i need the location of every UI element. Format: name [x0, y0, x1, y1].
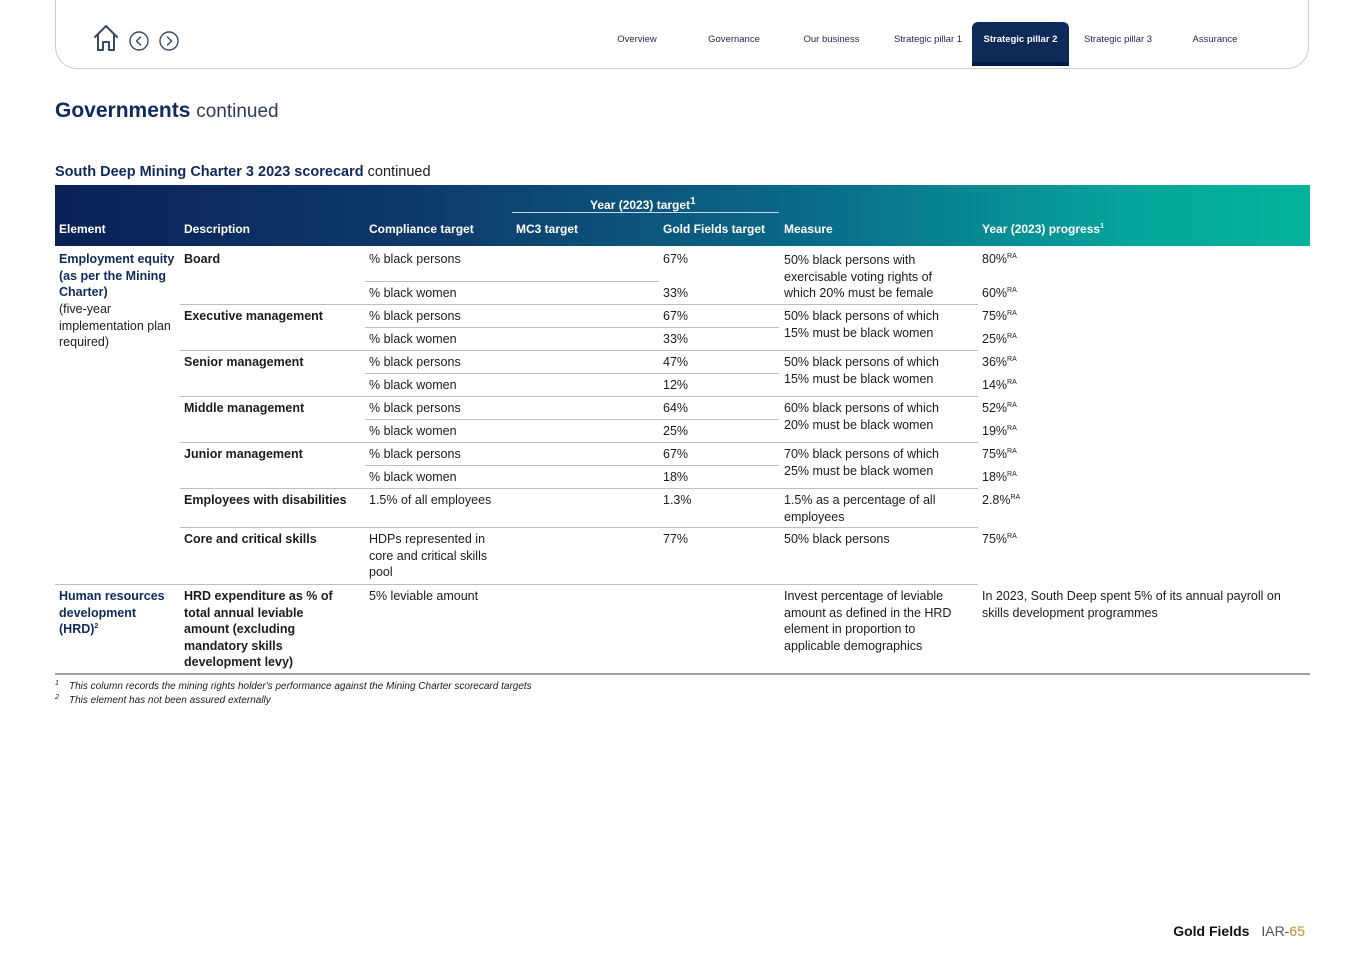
- row-disabilities-compliance: 1.5% of all employees: [369, 493, 492, 507]
- row-senior-women-progress: 14%$^{RA}$: [982, 378, 1017, 392]
- header-group-divider: [512, 212, 779, 213]
- row-disabilities-progress: 2.8%$^{RA}$: [982, 493, 1021, 507]
- row-divider: [180, 488, 978, 489]
- page-title-main: Governments: [55, 99, 191, 122]
- row-junior-compliance: % black persons: [369, 447, 461, 461]
- section-title-main: South Deep Mining Charter 3 2023 scorecard: [55, 164, 364, 180]
- row-junior-women-compliance: % black women: [369, 470, 457, 484]
- row-junior-women-progress: 18%$^{RA}$: [982, 470, 1017, 484]
- footer-brand: Gold Fields: [1173, 923, 1250, 939]
- row-board-women-compliance: % black women: [369, 286, 457, 300]
- row-junior-description: Junior management: [184, 447, 303, 461]
- row-divider: [365, 465, 779, 466]
- row-middle-measure: 60% black persons of which 20% must be black women: [784, 401, 939, 432]
- row-middle-compliance: % black persons: [369, 401, 461, 415]
- footnote: [55, 680, 532, 694]
- row-executive-compliance: % black persons: [369, 309, 461, 323]
- header-gold-fields-target: Gold Fields target: [663, 222, 766, 236]
- row-skills-compliance: HDPs represented in core and critical skills pool: [369, 532, 488, 579]
- table-bottom-rule: [55, 673, 1310, 675]
- page-title: [55, 99, 279, 123]
- tab-strategic-pillar-2[interactable]: Strategic pillar 2: [972, 22, 1069, 66]
- page-title-suffix: continued: [196, 101, 279, 122]
- header-progress-note: 1: [1100, 223, 1104, 230]
- row-senior-gf-target: 47%: [663, 355, 689, 369]
- row-junior-progress: 75%$^{RA}$: [982, 447, 1017, 461]
- row-senior-measure: 50% black persons of which 15% must be black women: [784, 355, 939, 386]
- row-executive-description: Executive management: [184, 309, 323, 323]
- nav-tabs: [585, 22, 1263, 66]
- row-hrd-compliance: 5% leviable amount: [369, 589, 479, 603]
- row-middle-gf-target: 64%: [663, 401, 689, 415]
- tab-our-business[interactable]: Our business: [803, 34, 860, 45]
- row-senior-progress: 36%$^{RA}$: [982, 355, 1017, 369]
- row-board-women-gf-target: 33%: [663, 286, 689, 300]
- row-divider: [365, 373, 779, 374]
- row-junior-women-gf-target: 18%: [663, 470, 689, 484]
- row-divider: [180, 304, 978, 305]
- header-mc3-target: MC3 target: [516, 222, 579, 236]
- page-footer: [1173, 923, 1305, 939]
- row-divider: [55, 584, 978, 585]
- row-board-compliance: % black persons: [369, 252, 461, 266]
- row-divider: [180, 350, 978, 351]
- header-description: Description: [184, 222, 251, 236]
- section-title: [55, 164, 431, 180]
- row-executive-women-progress: 25%$^{RA}$: [982, 332, 1017, 346]
- top-nav: [55, 0, 1309, 69]
- table-body: [55, 246, 1310, 674]
- row-divider: [365, 419, 779, 420]
- row-skills-description: Core and critical skills: [184, 532, 317, 546]
- row-divider: [365, 281, 659, 282]
- footnote-mark: 2: [55, 694, 59, 701]
- tab-overview[interactable]: Overview: [617, 34, 657, 45]
- tab-governance[interactable]: Governance: [708, 34, 760, 45]
- footnote-mark: 1: [55, 680, 59, 687]
- home-icon[interactable]: [92, 23, 120, 53]
- row-disabilities-description: Employees with disabilities: [184, 493, 347, 507]
- header-element: Element: [59, 222, 106, 236]
- tab-strategic-pillar-1[interactable]: Strategic pillar 1: [893, 34, 963, 45]
- row-disabilities-measure: 1.5% as a percentage of all employees: [784, 493, 936, 524]
- tab-assurance[interactable]: Assurance: [1192, 34, 1238, 45]
- header-compliance-target: Compliance target: [369, 222, 474, 236]
- row-middle-description: Middle management: [184, 401, 305, 415]
- row-divider: [180, 442, 978, 443]
- footnote-text: This column records the mining rights holder's performance against the Mining Charter scorecard targets: [69, 681, 532, 692]
- row-board-progress: 80%$^{RA}$: [982, 252, 1017, 266]
- row-skills-gf-target: 77%: [663, 532, 689, 546]
- row-middle-progress: 52%$^{RA}$: [982, 401, 1017, 415]
- row-skills-progress: 75%$^{RA}$: [982, 532, 1017, 546]
- tab-strategic-pillar-3[interactable]: Strategic pillar 3: [1083, 34, 1153, 45]
- header-year-target-note: 1: [690, 196, 696, 207]
- header-progress: Year (2023) progress$^1$: [982, 222, 1104, 236]
- nav-icon-group: [92, 23, 180, 53]
- row-middle-women-gf-target: 25%: [663, 424, 689, 438]
- footnotes: [55, 680, 532, 708]
- row-divider: [180, 396, 978, 397]
- row-board-description: Board: [184, 252, 221, 266]
- table-header: [55, 185, 1310, 246]
- element-hrd: Human resources development (HRD)$^2$: [59, 589, 165, 636]
- header-measure: Measure: [784, 222, 833, 236]
- row-hrd-description: HRD expenditure as % of total annual leviable amount (excluding mandatory skills development levy): [184, 589, 333, 669]
- row-executive-women-gf-target: 33%: [663, 332, 689, 346]
- footer-report-code: IAR-: [1261, 923, 1290, 939]
- chevron-left-icon[interactable]: [128, 30, 150, 52]
- scorecard-table: [55, 185, 1310, 674]
- row-hrd-measure: Invest percentage of leviable amount as defined in the HRD element in proportion to applicable demographics: [784, 589, 952, 653]
- row-senior-women-gf-target: 12%: [663, 378, 689, 392]
- row-junior-measure: 70% black persons of which 25% must be black women: [784, 447, 939, 478]
- row-board-measure: 50% black persons with exercisable voting rights of which 20% must be female: [784, 253, 934, 300]
- row-hrd-progress: In 2023, South Deep spent 5% of its annual payroll on skills development programmes: [982, 589, 1281, 620]
- row-board-women-progress: 60%$^{RA}$: [982, 286, 1017, 300]
- row-senior-women-compliance: % black women: [369, 378, 457, 392]
- element-employment-equity: Employment equity (as per the Mining Charter): [59, 252, 175, 299]
- section-title-suffix: continued: [367, 164, 431, 180]
- row-junior-gf-target: 67%: [663, 447, 689, 461]
- row-senior-compliance: % black persons: [369, 355, 461, 369]
- row-middle-women-progress: 19%$^{RA}$: [982, 424, 1017, 438]
- row-skills-measure: 50% black persons: [784, 532, 890, 546]
- header-year-target: Year (2023) target$^1$: [590, 196, 696, 212]
- chevron-right-icon[interactable]: [158, 30, 180, 52]
- footer-page-number: 65: [1289, 923, 1305, 939]
- footnote-text: This element has not been assured externally: [69, 695, 271, 706]
- row-senior-description: Senior management: [184, 355, 304, 369]
- element-hrd-note: 2: [94, 622, 99, 630]
- row-board-gf-target: 67%: [663, 252, 689, 266]
- row-executive-measure: 50% black persons of which 15% must be black women: [784, 309, 939, 340]
- element-employment-equity-note: (five-year implementation plan required): [59, 302, 171, 349]
- row-divider: [180, 527, 978, 528]
- row-executive-progress: 75%$^{RA}$: [982, 309, 1017, 323]
- row-divider: [365, 327, 779, 328]
- row-disabilities-gf-target: 1.3%: [663, 493, 692, 507]
- row-executive-women-compliance: % black women: [369, 332, 457, 346]
- row-middle-women-compliance: % black women: [369, 424, 457, 438]
- row-executive-gf-target: 67%: [663, 309, 689, 323]
- footnote: [55, 694, 532, 708]
